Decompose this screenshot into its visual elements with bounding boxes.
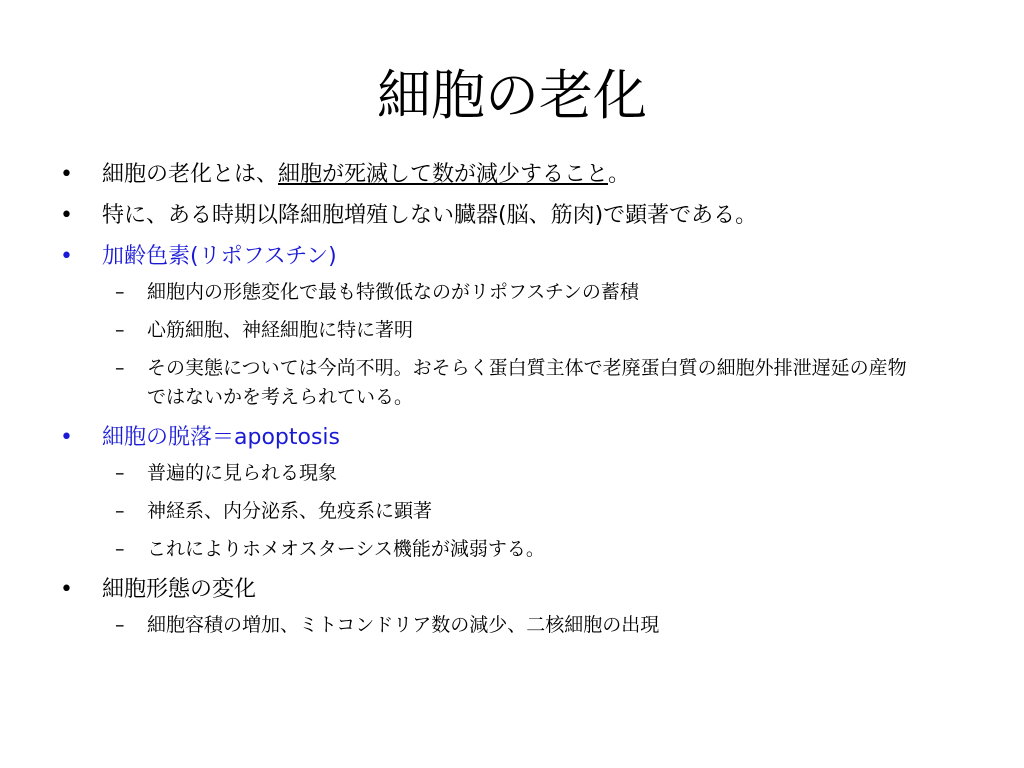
slide-title: 細胞の老化 [377, 64, 647, 127]
sub-bullet-item: – 細胞容積の増加、ミトコンドリア数の減少、二核細胞の出現 [102, 611, 964, 640]
bullet-list [0, 160, 1024, 651]
sub-bullet-list [102, 278, 964, 412]
bullet-text-prefix: 細胞の老化とは、 [102, 162, 279, 187]
bullet-text: • 細胞の脱落＝apoptosis [102, 425, 340, 450]
sub-bullet-item: – その実態については今尚不明。おそらく蛋白質主体で老廃蛋白質の細胞外排泄遅延の産物ではないかを考えられている。 [102, 354, 964, 412]
bullet-item [0, 423, 1024, 564]
sub-bullet-list [102, 611, 964, 640]
bullet-item [0, 575, 1024, 640]
bullet-item [0, 160, 1024, 190]
bullet-text-suffix: 。 [608, 162, 631, 187]
sub-bullet-item: – 心筋細胞、神経細胞に特に著明 [102, 316, 964, 345]
bullet-text: • 細胞形態の変化 [102, 577, 257, 602]
sub-bullet-item: – 普遍的に見られる現象 [102, 459, 964, 488]
bullet-item [0, 242, 1024, 412]
bullet-item [0, 201, 1024, 231]
sub-bullet-item: – 神経系、内分泌系、免疫系に顕著 [102, 497, 964, 526]
sub-bullet-item: – これによりホメオスターシス機能が減弱する。 [102, 535, 964, 564]
bullet-text-underlined: 細胞が死滅して数が減少すること [278, 162, 609, 187]
bullet-text: • 加齢色素(リポフスチン) [102, 244, 337, 269]
sub-bullet-item: – 細胞内の形態変化で最も特徴低なのがリポフスチンの蓄積 [102, 278, 964, 307]
bullet-text: 特に、ある時期以降細胞増殖しない臓器(脳、筋肉)で顕著である。 [102, 203, 758, 228]
sub-bullet-list [102, 459, 964, 564]
